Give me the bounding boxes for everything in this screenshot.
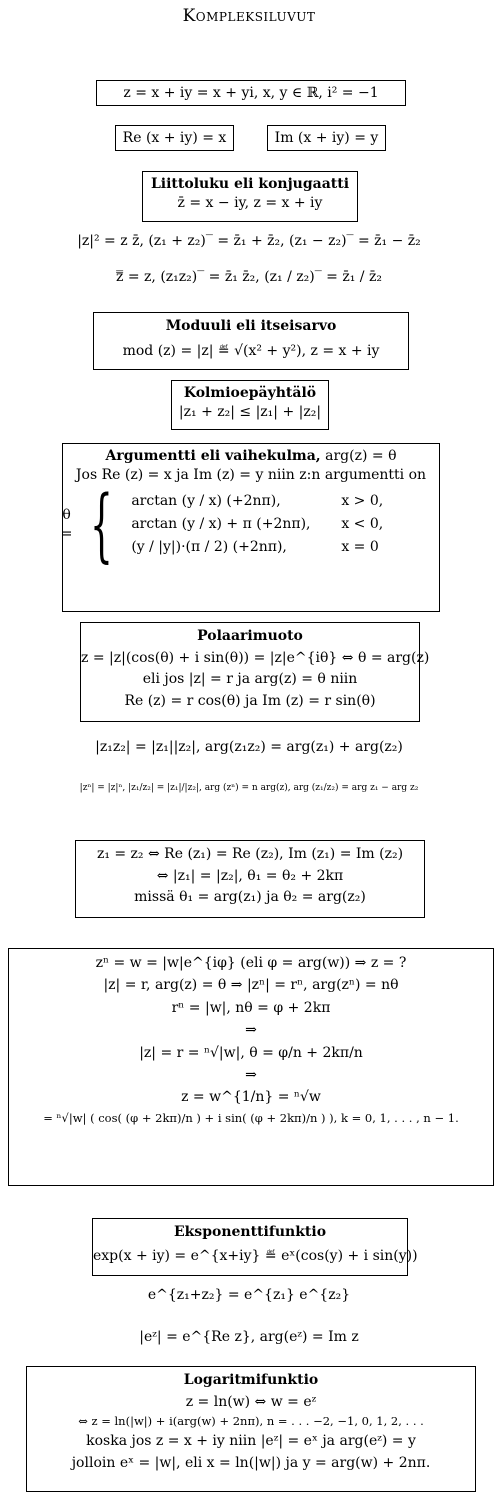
- equality-line-1: z₁ = z₂ ⇔ Re (z₁) = Re (z₂), Im (z₁) = Im (z₂): [96, 846, 404, 862]
- conjugate-rules-2: z̿ = z, (z₁z₂)‾ = z̄₁ z̄₂, (z₁ / z₂)‾ = z̄₁ / z̄₂: [116, 269, 382, 285]
- modulus-heading: Moduuli eli itseisarvo: [165, 318, 337, 334]
- case-expression: arctan (y / x) + π (+2nπ),: [131, 516, 311, 533]
- case-condition: x < 0,: [341, 516, 384, 533]
- polar-heading: Polaarimuoto: [197, 628, 303, 644]
- equality-line-3: missä θ₁ = arg(z₁) ja θ₂ = arg(z₂): [134, 889, 366, 906]
- case-expression: (y / |y|)·(π / 2) (+2nπ),: [131, 539, 287, 556]
- theta-label: θ =: [60, 506, 73, 542]
- roots-line-4: |z| = r = ⁿ√|w|, θ = φ/n + 2kπ/n: [139, 1044, 363, 1061]
- case-condition: x > 0,: [341, 493, 384, 510]
- logarithm-heading: Logaritmifunktio: [183, 1372, 319, 1388]
- implies-arrow-icon: ⇒: [245, 1066, 257, 1083]
- logarithm-line-3: koska jos z = x + iy niin |eᶻ| = eˣ ja arg(eᶻ) = y: [86, 1433, 416, 1450]
- exponential-heading: Eksponenttifunktio: [173, 1224, 327, 1240]
- conjugate-box: [142, 171, 358, 222]
- roots-line-6: = ⁿ√|w| ( cos( (φ + 2kπ)/n ) + i sin( (φ + 2kπ)/n ) ), k = 0, 1, . . . , n − 1.: [43, 1110, 459, 1125]
- conjugate-rules-1: |z|² = z z̄, (z₁ + z₂)‾ = z̄₁ + z̄₂, (z₁ − z₂)‾ = z̄₁ − z̄₂: [77, 233, 421, 249]
- power-rule: |zⁿ| = |z|ⁿ, |z₁/z₂| = |z₁|/|z₂|, arg (zⁿ) = n arg(z), arg (z₁/z₂) = arg z₁ − arg z₂: [79, 783, 419, 793]
- logarithm-box: [26, 1366, 476, 1492]
- argument-box: [62, 443, 440, 612]
- roots-line-2: |z| = r, arg(z) = θ ⇒ |zⁿ| = rⁿ, arg(zⁿ) = nθ: [103, 977, 399, 994]
- polar-line-1: z = |z|(cos(θ) + i sin(θ)) = |z|e^{iθ} ⇔ θ = arg(z): [81, 649, 430, 666]
- roots-box: [8, 948, 494, 1186]
- modulus-box: [93, 312, 409, 370]
- conjugate-heading: Liittoluku eli konjugaatti: [150, 176, 350, 192]
- exponential-box: [92, 1218, 418, 1276]
- case-expression: arctan (y / x) (+2nπ),: [131, 493, 281, 510]
- polar-line-3: Re (z) = r cos(θ) ja Im (z) = r sin(θ): [124, 693, 376, 710]
- logarithm-line-2: ⇔ z = ln(|w|) + i(arg(w) + 2nπ), n = . . . −2, −1, 0, 1, 2, . . .: [78, 1414, 424, 1429]
- definition-formula: z = x + iy = x + yi, x, y ∈ ℝ, i² = −1: [123, 85, 379, 101]
- polar-line-2: eli jos |z| = r ja arg(z) = θ niin: [142, 671, 358, 688]
- product-rule: |z₁z₂| = |z₁||z₂|, arg(z₁z₂) = arg(z₁) + arg(z₂): [95, 739, 403, 755]
- logarithm-line-4: jolloin eˣ = |w|, eli x = ln(|w|) ja y = arg(w) + 2nπ.: [71, 1454, 431, 1471]
- exponential-rule-2: |eᶻ| = e^{Re z}, arg(eᶻ) = Im z: [139, 1329, 359, 1345]
- page-title: Kompleksiluvut: [182, 6, 316, 26]
- polar-form-box: [80, 622, 430, 722]
- exponential-formula: exp(x + iy) = e^{x+iy} ≝ eˣ(cos(y) + i sin(y)): [93, 1247, 418, 1264]
- triangle-heading: Kolmioepäyhtälö: [183, 385, 317, 401]
- roots-line-1: zⁿ = w = |w|e^{iφ} (eli φ = arg(w)) ⇒ z = ?: [95, 955, 407, 971]
- equality-line-2: ⇔ |z₁| = |z₂|, θ₁ = θ₂ + 2kπ: [156, 867, 344, 884]
- logarithm-line-1: z = ln(w) ⇔ w = eᶻ: [185, 1393, 317, 1410]
- argument-heading: Argumentti eli vaihekulma,: [105, 448, 321, 464]
- real-part-formula: Re (x + iy) = x: [122, 130, 227, 146]
- conjugate-formula: z̄ = x − iy, z = x + iy: [177, 194, 323, 211]
- exponential-rule-1: e^{z₁+z₂} = e^{z₁} e^{z₂}: [147, 1287, 351, 1303]
- real-part-box: [115, 125, 234, 151]
- argument-intro: Jos Re (z) = x ja Im (z) = y niin z:n argumentti on: [75, 466, 427, 483]
- roots-line-3: rⁿ = |w|, nθ = φ + 2kπ: [171, 999, 331, 1016]
- definition-box: [96, 80, 406, 106]
- imaginary-part-box: [267, 125, 386, 151]
- left-brace-icon: {: [90, 477, 114, 571]
- argument-cases: [60, 477, 439, 571]
- triangle-formula: |z₁ + z₂| ≤ |z₁| + |z₂|: [178, 403, 322, 420]
- triangle-inequality-box: [171, 380, 329, 430]
- imaginary-part-formula: Im (x + iy) = y: [274, 130, 379, 146]
- argument-heading-formula: arg(z) = θ: [325, 448, 397, 464]
- implies-arrow-icon: ⇒: [245, 1022, 257, 1039]
- case-condition: x = 0: [341, 539, 379, 556]
- equality-box: [75, 840, 425, 918]
- modulus-formula: mod (z) = |z| ≝ √(x² + y²), z = x + iy: [122, 342, 380, 359]
- roots-line-5: z = w^{1/n} = ⁿ√w: [181, 1089, 321, 1106]
